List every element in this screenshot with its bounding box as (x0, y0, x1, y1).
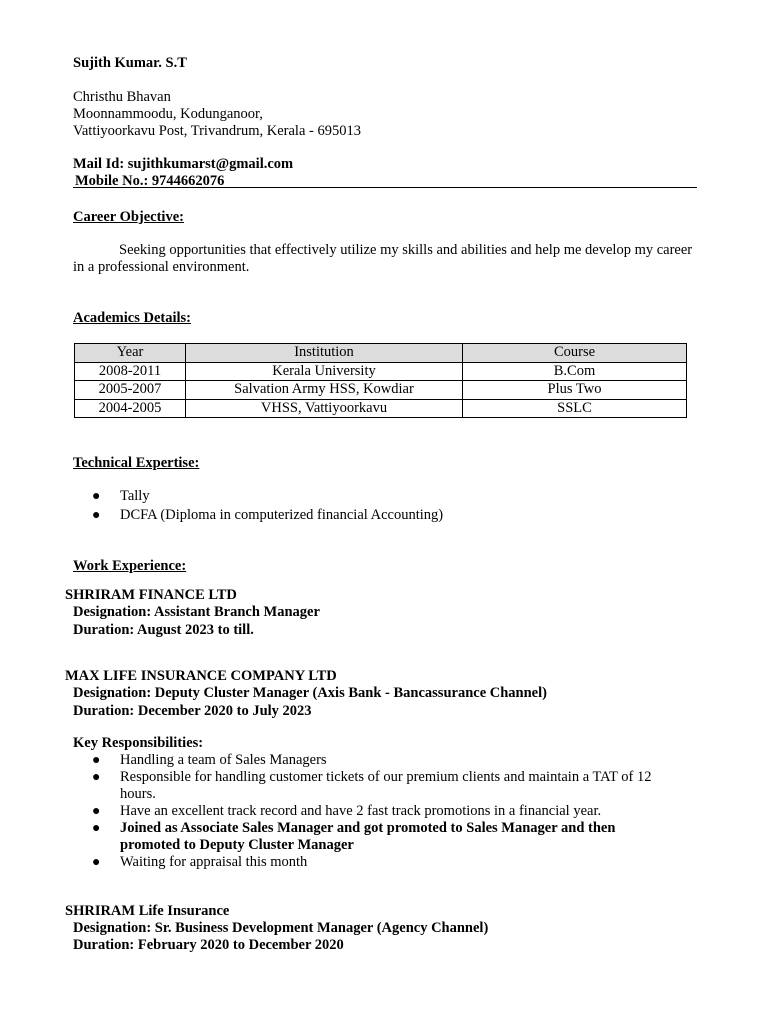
list-item-text: Handling a team of Sales Managers (120, 752, 327, 768)
career-objective-body: Seeking opportunities that effectively utilize my skills and abilities and help me develop my career in a professional environment. (73, 242, 693, 275)
column-header-year: Year (75, 344, 186, 363)
bullet-icon: ● (92, 821, 101, 836)
table-cell: 2004-2005 (75, 399, 186, 418)
company-name: SHRIRAM Life Insurance (65, 903, 230, 919)
list-item (90, 752, 680, 769)
header-divider (73, 187, 697, 188)
duration: Duration: December 2020 to July 2023 (73, 703, 312, 719)
list-item-text: DCFA (Diploma in computerized financial Accounting) (120, 507, 444, 523)
table-cell: Kerala University (186, 362, 463, 381)
technical-heading: Technical Expertise: (73, 455, 200, 471)
address-line-3: Vattiyoorkavu Post, Trivandrum, Kerala - 695013 (73, 123, 361, 139)
table-cell: SSLC (463, 399, 687, 418)
career-objective-text (73, 242, 695, 276)
table-cell: Plus Two (463, 381, 687, 400)
list-item (90, 507, 690, 524)
table-cell: B.Com (463, 362, 687, 381)
designation: Designation: Sr. Business Development Manager (Agency Channel) (73, 920, 489, 936)
key-responsibilities-heading: Key Responsibilities: (73, 735, 204, 751)
list-item-text: Responsible for handling customer tickets of our premium clients and maintain a TAT of 12 hours. (120, 769, 652, 802)
list-item (90, 820, 625, 854)
column-header-institution: Institution (186, 344, 463, 363)
table-row (75, 381, 687, 400)
academics-table (74, 343, 687, 418)
column-header-course: Course (463, 344, 687, 363)
table-cell: 2008-2011 (75, 362, 186, 381)
duration: Duration: August 2023 to till. (73, 622, 254, 638)
mobile-number: Mobile No.: 9744662076 (75, 173, 225, 189)
table-header-row (75, 344, 687, 363)
list-item (90, 488, 690, 505)
technical-list (90, 488, 690, 524)
table-row (75, 399, 687, 418)
bullet-icon: ● (92, 804, 101, 819)
company-name: SHRIRAM FINANCE LTD (65, 587, 237, 603)
work-heading: Work Experience: (73, 558, 187, 574)
bullet-icon: ● (92, 855, 101, 870)
designation: Designation: Deputy Cluster Manager (Axis Bank - Bancassurance Channel) (73, 685, 547, 701)
list-item-text: Joined as Associate Sales Manager and got promoted to Sales Manager and then promoted to Deputy Cluster Manager (120, 820, 616, 853)
company-name: MAX LIFE INSURANCE COMPANY LTD (65, 668, 337, 684)
list-item (90, 854, 680, 871)
list-item-text: Tally (120, 488, 150, 504)
table-row (75, 362, 687, 381)
table-cell: 2005-2007 (75, 381, 186, 400)
list-item (90, 769, 680, 803)
designation: Designation: Assistant Branch Manager (73, 604, 320, 620)
duration: Duration: February 2020 to December 2020 (73, 937, 344, 953)
list-item-text: Have an excellent track record and have 2 fast track promotions in a financial year. (120, 803, 602, 819)
bullet-icon: ● (92, 508, 101, 523)
table-cell: VHSS, Vattiyoorkavu (186, 399, 463, 418)
address-line-2: Moonnammoodu, Kodunganoor, (73, 106, 263, 122)
mail-id: Mail Id: sujithkumarst@gmail.com (73, 156, 294, 172)
academics-heading: Academics Details: (73, 310, 191, 326)
list-item-text: Waiting for appraisal this month (120, 854, 308, 870)
bullet-icon: ● (92, 753, 101, 768)
career-objective-heading: Career Objective: (73, 209, 184, 225)
address-line-1: Christhu Bhavan (73, 89, 171, 105)
table-cell: Salvation Army HSS, Kowdiar (186, 381, 463, 400)
list-item (90, 803, 680, 820)
responsibilities-list (90, 752, 680, 871)
bullet-icon: ● (92, 489, 101, 504)
bullet-icon: ● (92, 770, 101, 785)
candidate-name: Sujith Kumar. S.T (73, 55, 187, 71)
